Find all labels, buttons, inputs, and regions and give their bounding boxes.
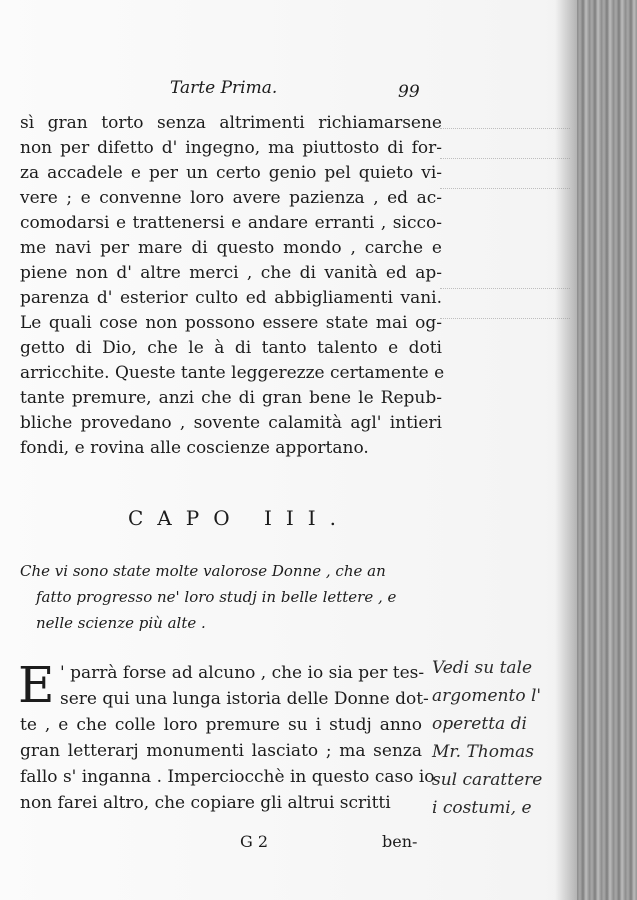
drop-cap: E (18, 656, 55, 714)
marginal-note-line: argomento l' (432, 686, 542, 706)
body-line: Le quali cose non possono essere state mai og- (20, 313, 442, 333)
catchword: ben- (382, 832, 418, 851)
body-line: getto di Dio, che le à di tanto talento e doti (20, 338, 442, 358)
body-line: comodarsi e trattenersi e andare erranti , sicco- (20, 213, 442, 233)
body-line: bliche provedano , sovente calamità agl' intieri (20, 413, 442, 433)
marginal-note-line: sul carattere (432, 770, 543, 790)
page-gutter-shadow (555, 0, 577, 900)
faded-marginal-note (440, 280, 570, 289)
chapter-subtitle-line: fatto progresso ne' loro studj in belle lettere , e (36, 588, 397, 606)
book-spine-edge (577, 0, 637, 900)
body-line: za accadele e per un certo genio pel quieto vi- (20, 163, 442, 183)
chapter-heading: CAPO III. (128, 506, 351, 530)
faded-marginal-note (440, 310, 570, 319)
body-line: tante premure, anzi che di gran bene le Repub- (20, 388, 442, 408)
faded-marginal-note (440, 180, 570, 189)
chapter-subtitle-line: nelle scienze più alte . (36, 614, 206, 632)
body-line: me navi per mare di questo mondo , carche e (20, 238, 442, 258)
page-number: 99 (398, 82, 420, 102)
marginal-note-line: operetta di (432, 714, 527, 734)
body-line: ' parrà forse ad alcuno , che io sia per tes- (60, 663, 425, 683)
running-title: Tarte Prima. (170, 78, 278, 98)
body-line: fallo s' inganna . Imperciocchè in questo caso io (20, 767, 435, 787)
body-line: piene non d' altre merci , che di vanità ed ap- (20, 263, 442, 283)
body-line: te , e che colle loro premure su i studj anno (20, 715, 422, 735)
marginal-note-line: Mr. Thomas (432, 742, 534, 762)
signature-mark: G 2 (240, 832, 269, 851)
body-line: fondi, e rovina alle coscienze apportano. (20, 438, 369, 458)
chapter-subtitle-line: Che vi sono state molte valorose Donne , che an (20, 562, 386, 580)
marginal-note-line: i costumi, e (432, 798, 532, 818)
body-line: arricchite. Queste tante leggerezze certamente e (20, 363, 445, 383)
body-line: vere ; e convenne loro avere pazienza , ed ac- (20, 188, 442, 208)
marginal-note-line: Vedi su tale (432, 658, 533, 678)
body-line: gran letterarj monumenti lasciato ; ma senza (20, 741, 422, 761)
body-line: sì gran torto senza altrimenti richiamarsene (20, 113, 442, 133)
faded-marginal-note (440, 150, 570, 159)
body-line: non per difetto d' ingegno, ma piuttosto di for- (20, 138, 442, 158)
body-line: non farei altro, che copiare gli altrui scritti (20, 793, 391, 813)
faded-marginal-note (440, 120, 570, 129)
body-line: sere qui una lunga istoria delle Donne dot- (60, 689, 429, 709)
body-line: parenza d' esterior culto ed abbigliamenti vani. (20, 288, 442, 308)
